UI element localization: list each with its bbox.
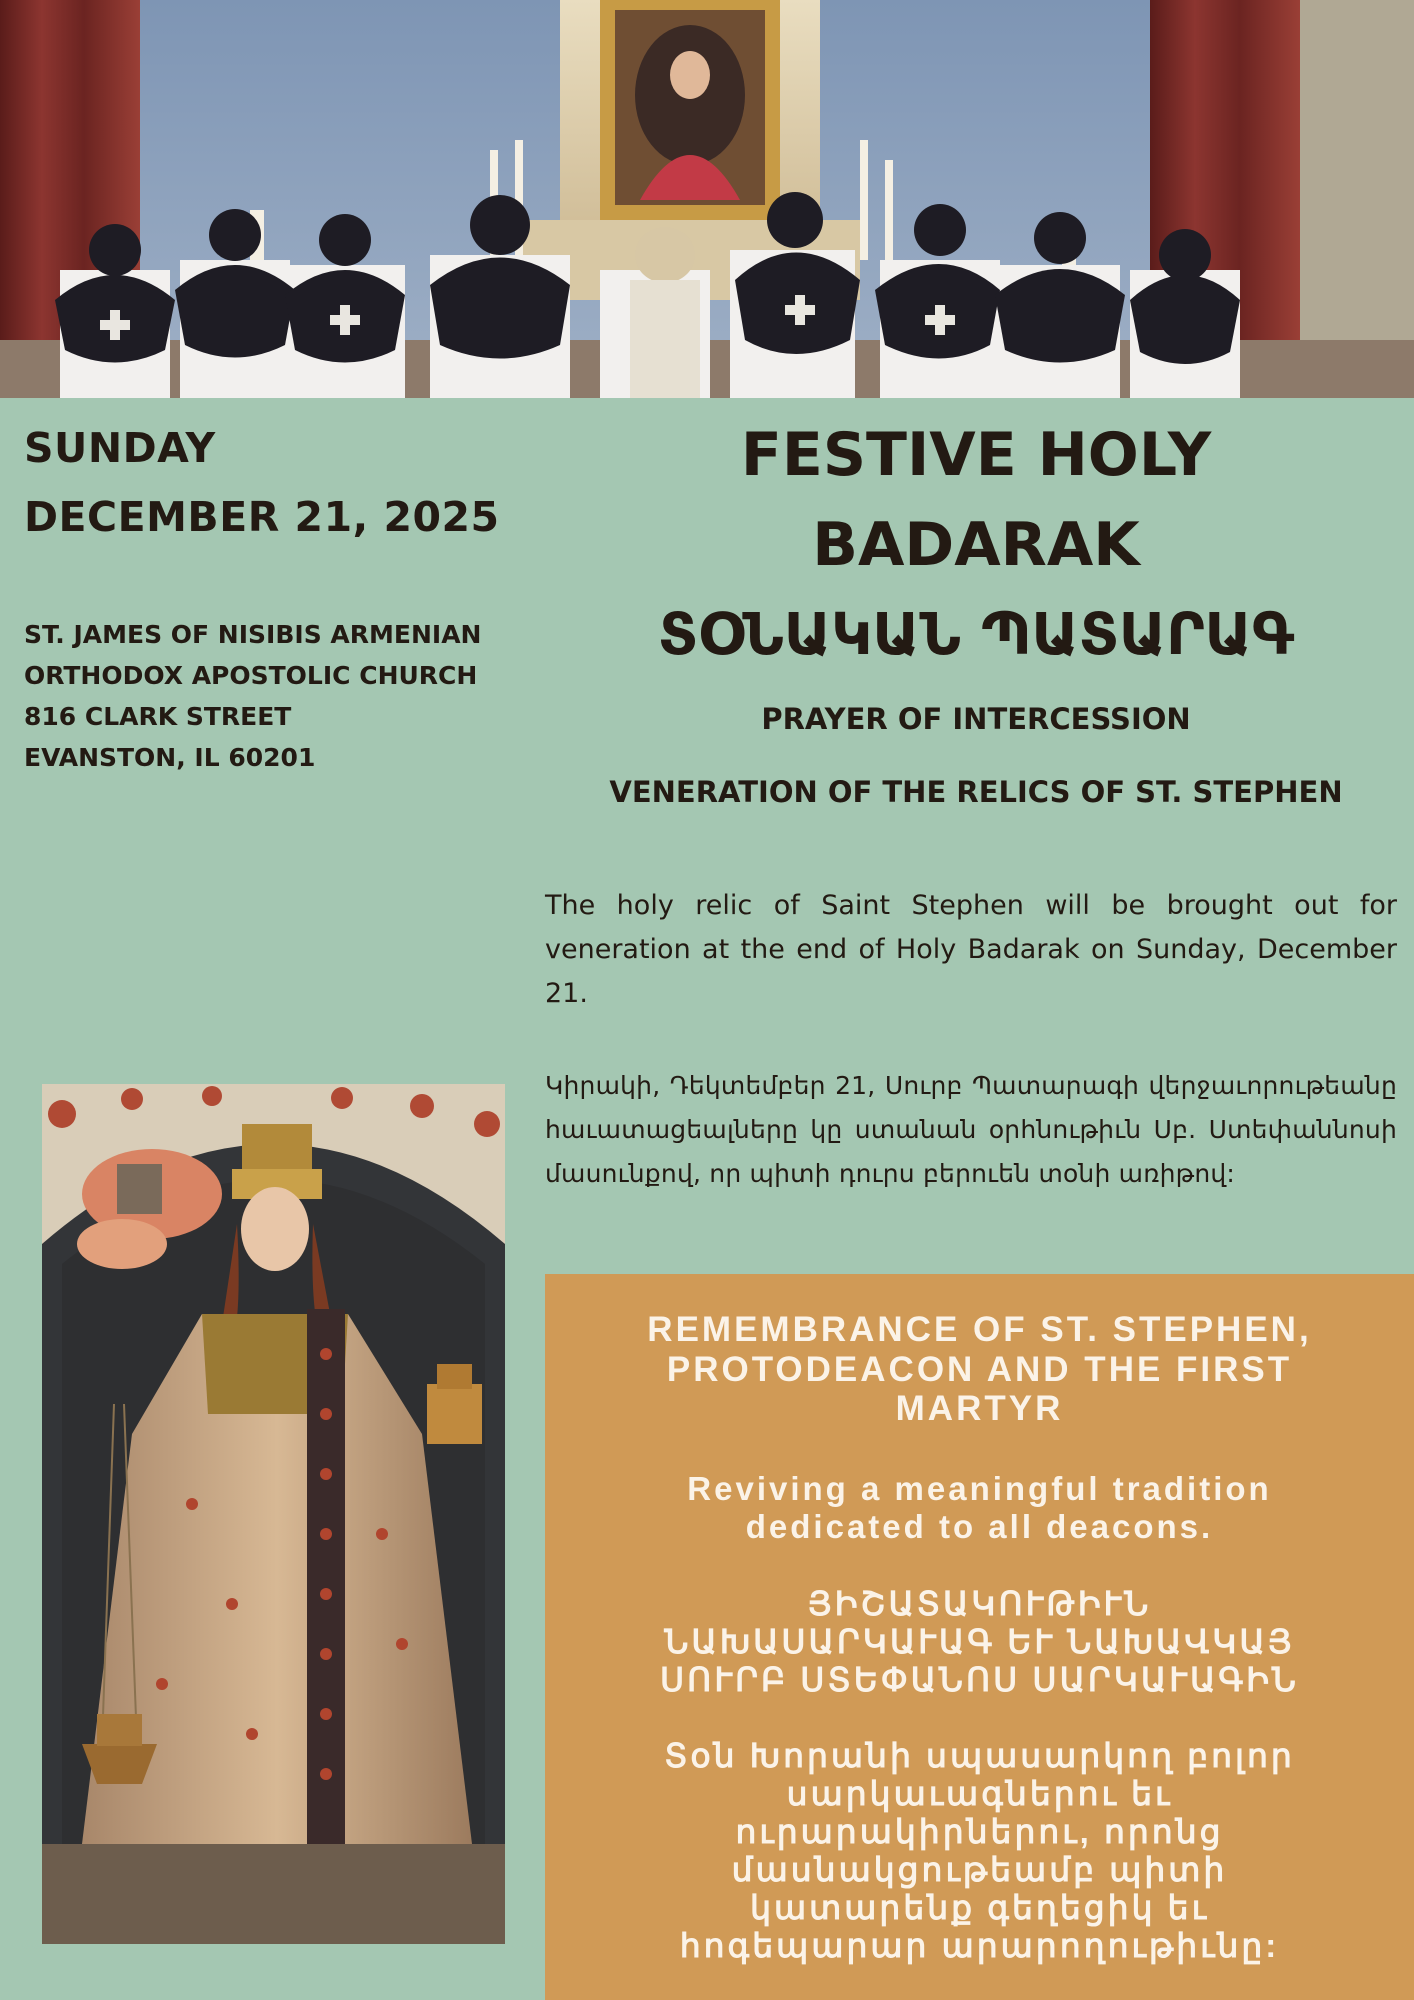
subtitle-veneration: VENERATION OF THE RELICS OF ST. STEPHEN [609, 775, 1343, 809]
armenian-paragraph: Կիրակի, Դեկտեմբեր 21, Սուրբ Պատարագի վերջաւորութեանը հաւատացեալները կը ստանան օրհնութիւն Սբ. Ստեփաննոսի մասունքով, որ պիտի դուրս բերուեն տօնի առիթով: [545, 1071, 1397, 1188]
title-armenian: ՏՕՆԱԿԱՆ ՊԱՏԱՐԱԳ [657, 600, 1295, 668]
title-line2: BADARAK [812, 510, 1140, 580]
callout-armenian-title-line3: ՍՈՒՐԲ ՍՏԵՓԱՆՈՍ ՍԱՐԿԱՒԱԳԻՆ [660, 1661, 1299, 1698]
subtitle-intercession: PRAYER OF INTERCESSION [761, 702, 1191, 736]
callout-title-line2: PROTODEACON AND THE FIRST [666, 1350, 1293, 1389]
callout-subtitle-line2: dedicated to all deacons. [745, 1508, 1214, 1545]
church-name-line2: ORTHODOX APOSTOLIC CHURCH [24, 661, 478, 690]
title-line1: FESTIVE HOLY [740, 420, 1212, 490]
callout-title-line3: MARTYR [895, 1389, 1064, 1428]
english-paragraph: The holy relic of Saint Stephen will be brought out for veneration at the end of Holy Badarak on Sunday, December 21. [545, 890, 1397, 1009]
callout-armenian-line4: մասնակցութեամբ պիտի [731, 1851, 1228, 1888]
st-stephen-icon-painting [42, 1084, 505, 1944]
callout-armenian-title-line1: ՅԻՇԱՏԱԿՈՒԹԻՒՆ [807, 1585, 1152, 1622]
event-day: SUNDAY [24, 424, 216, 472]
remembrance-callout [545, 1274, 1414, 2000]
church-name-line1: ST. JAMES OF NISIBIS ARMENIAN [24, 620, 482, 649]
callout-armenian-line6: հոգեպարար արարողութիւնը: [679, 1927, 1280, 1964]
callout-armenian-line1: Տօն Խորանի սպասարկող բոլոր [664, 1737, 1295, 1774]
callout-armenian-line3: ուրարակիրներու, որոնց [735, 1813, 1224, 1850]
callout-armenian-title-line2: ՆԱԽԱՍԱՐԿԱՒԱԳ ԵՒ ՆԱԽԱՎԿԱՅ [664, 1623, 1295, 1660]
church-street: 816 CLARK STREET [24, 702, 292, 731]
callout-title-line1: REMEMBRANCE OF ST. STEPHEN, [647, 1310, 1312, 1349]
altar-photo [0, 0, 1414, 398]
callout-armenian-line5: կատարենք գեղեցիկ եւ [750, 1889, 1209, 1926]
event-date: DECEMBER 21, 2025 [24, 493, 500, 541]
church-city: EVANSTON, IL 60201 [24, 743, 316, 772]
callout-subtitle-line1: Reviving a meaningful tradition [687, 1470, 1272, 1507]
callout-armenian-line2: սարկաւագներու եւ [786, 1775, 1173, 1812]
